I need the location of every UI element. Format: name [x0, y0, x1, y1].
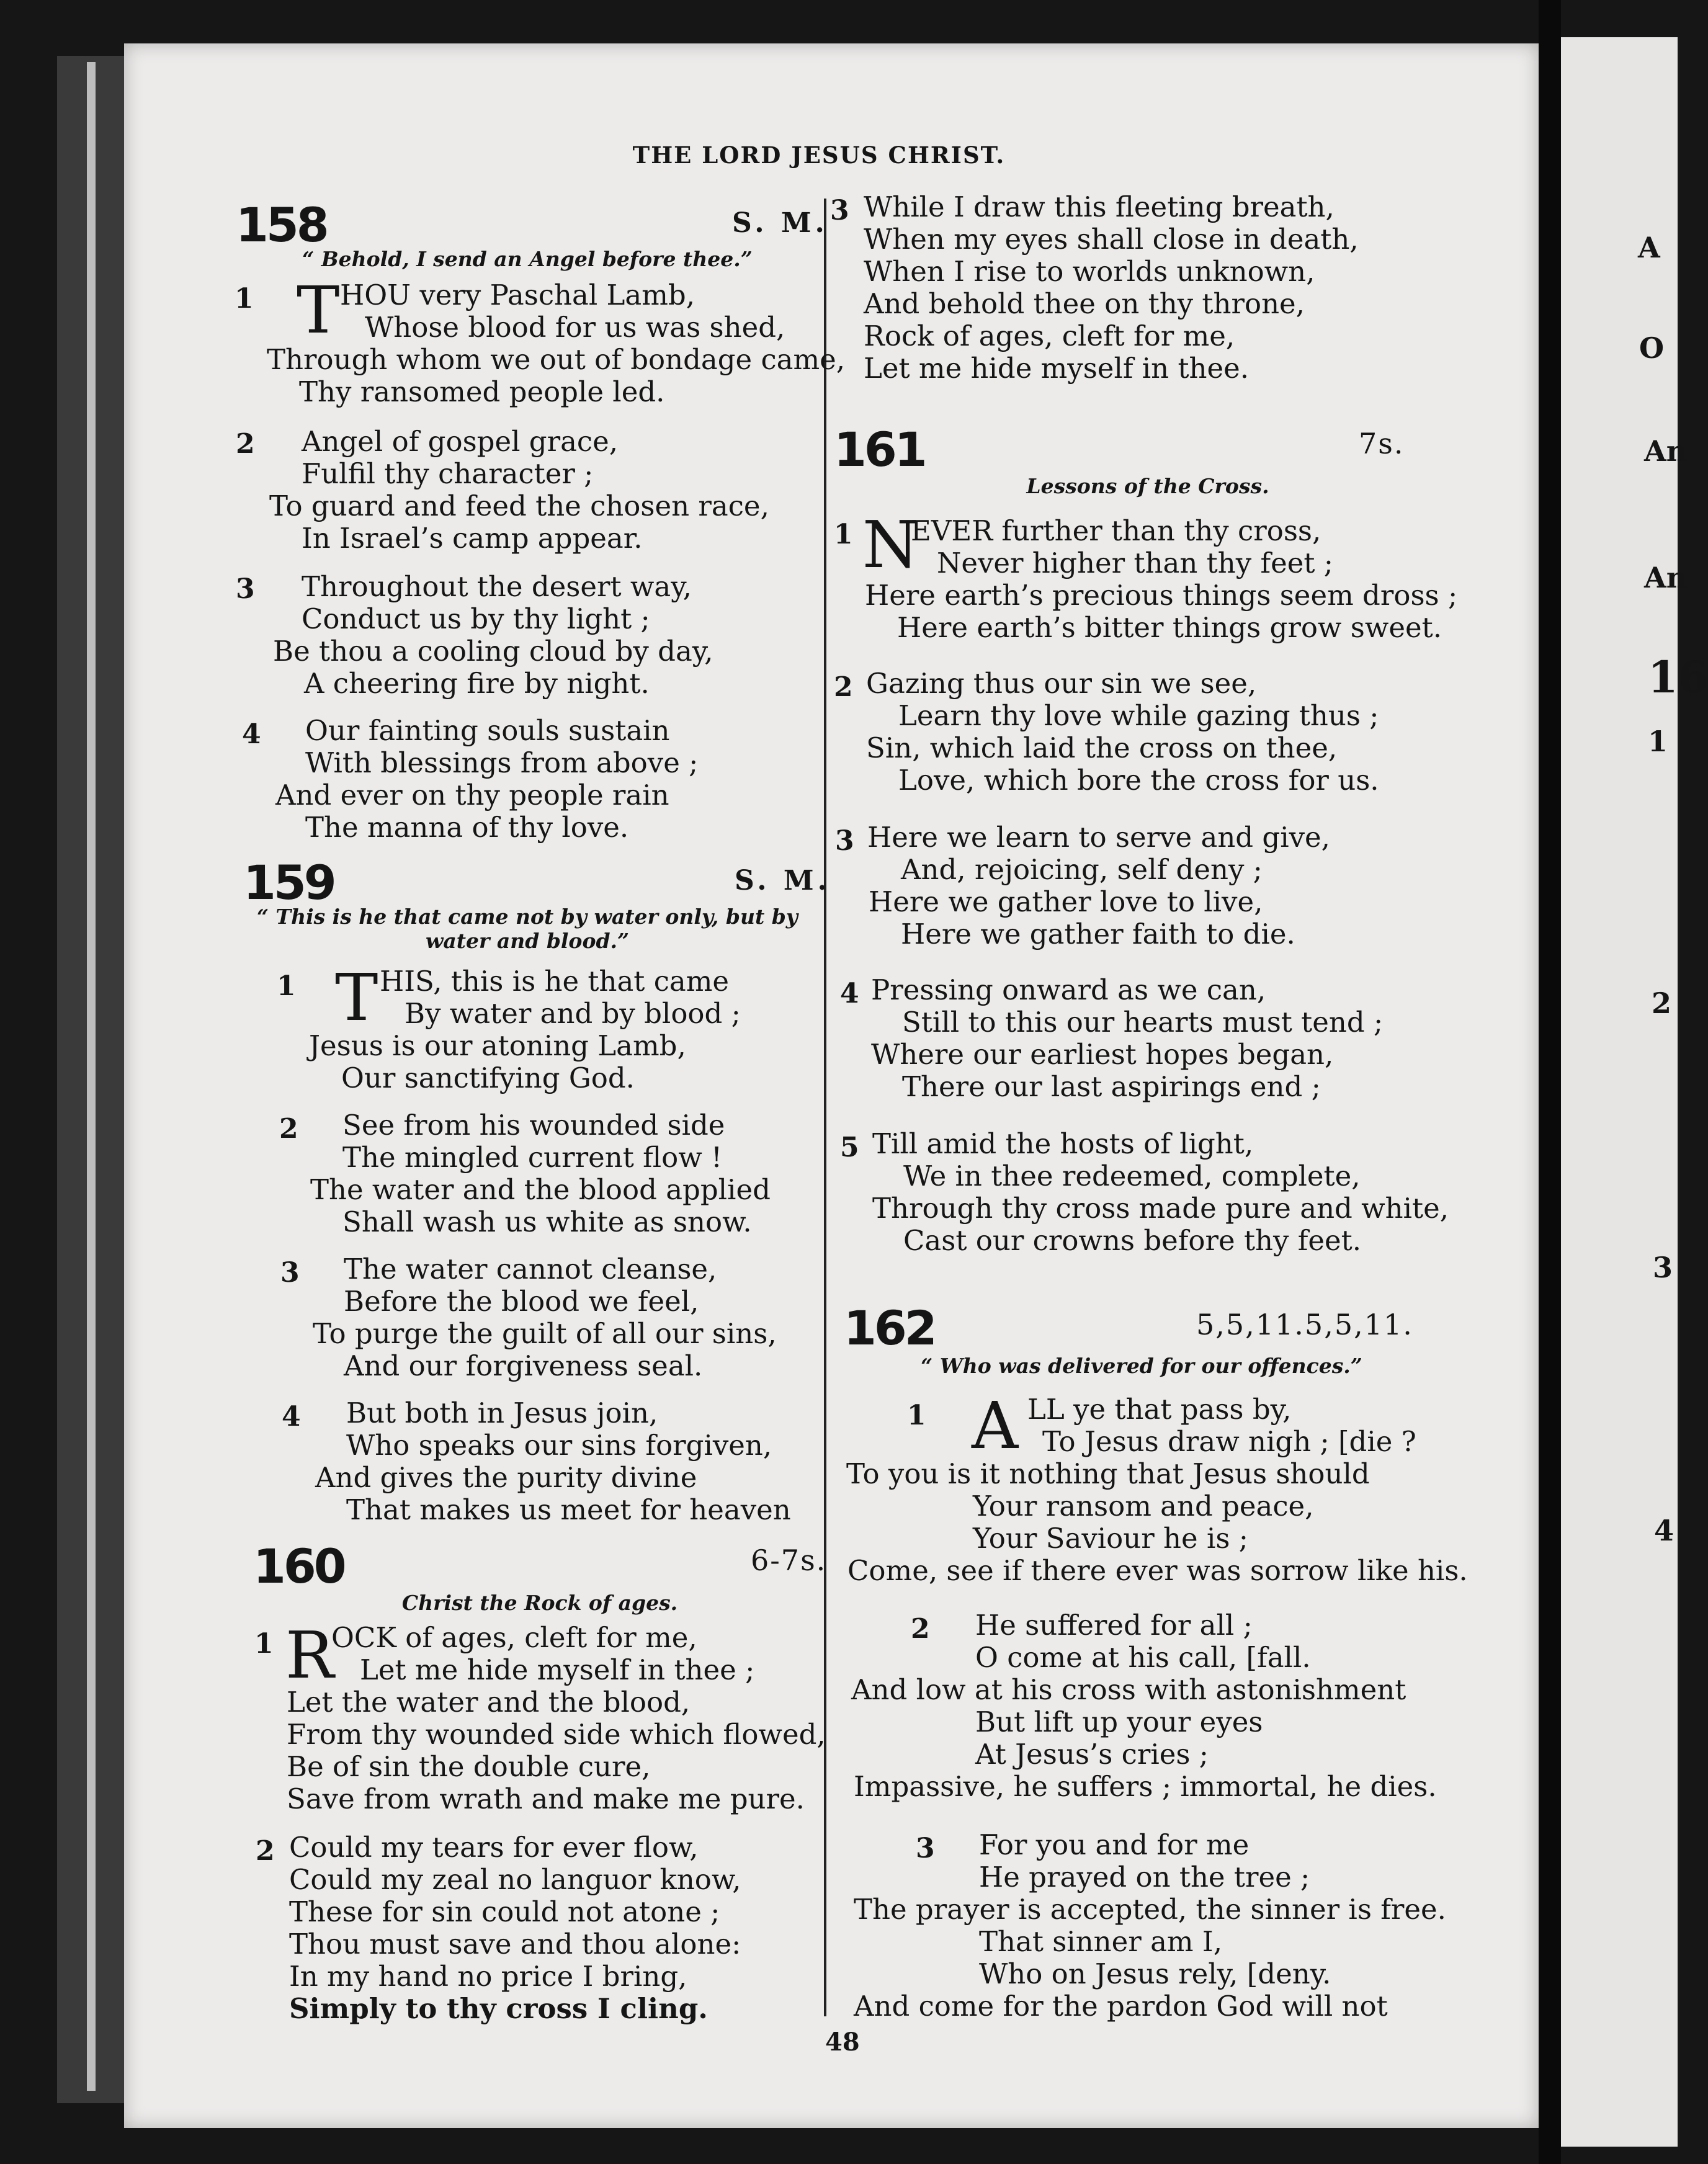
verse-number: 1 [907, 1400, 926, 1431]
verse-line: In my hand no price I bring, [289, 1960, 687, 1993]
verse-line: To you is it nothing that Jesus should [846, 1457, 1370, 1490]
verse-number: 5 [840, 1132, 859, 1163]
facing-page-fragment: 3 [1653, 1251, 1673, 1284]
verse-line: To purge the guilt of all our sins, [313, 1317, 777, 1350]
drop-cap: T [297, 272, 340, 348]
verse-number: 2 [279, 1113, 298, 1145]
verse-line: And gives the purity divine [315, 1461, 697, 1494]
hymn-160-number: 160 [253, 1539, 344, 1594]
verse-line: The mingled current flow ! [342, 1141, 723, 1174]
verse-line: The manna of thy love. [305, 811, 629, 844]
hymn-159-epigraph: “ This is he that came not by water only, but by water and blood.” [257, 905, 798, 953]
verse-line: A cheering fire by night. [304, 667, 650, 700]
verse-line: For you and for me [979, 1828, 1250, 1861]
verse-line: Come, see if there ever was sorrow like his. [847, 1554, 1468, 1587]
verse-line: O come at his call, [fall. [975, 1641, 1311, 1674]
verse-line: While I draw this fleeting breath, [864, 190, 1335, 223]
verse-line: But both in Jesus join, [346, 1397, 658, 1429]
verse-line: Angel of gospel grace, [302, 425, 619, 458]
verse-line: See from his wounded side [342, 1109, 725, 1142]
drop-cap: N [862, 507, 919, 583]
verse-line: Shall wash us white as snow. [342, 1205, 752, 1238]
verse-number: 3 [916, 1833, 935, 1864]
verse-number: 2 [911, 1613, 930, 1645]
verse-line: From thy wounded side which flowed, [287, 1718, 826, 1751]
verse-line: Here we gather love to live, [869, 885, 1263, 918]
drop-cap: T [335, 960, 378, 1035]
facing-page-fragment: A [1638, 231, 1660, 264]
verse-line: Your ransom and peace, [973, 1490, 1314, 1522]
verse-number: 1 [277, 970, 296, 1002]
verse-line: He suffered for all ; [975, 1609, 1253, 1642]
verse-line: Never higher than thy feet ; [937, 547, 1333, 579]
verse-line: And ever on thy people rain [275, 779, 669, 812]
verse-line: Through thy cross made pure and white, [872, 1192, 1449, 1225]
verse-line: Here we gather faith to die. [901, 918, 1295, 950]
verse-number: 2 [834, 671, 853, 703]
verse-line: And behold thee on thy throne, [864, 287, 1305, 320]
verse-line: At Jesus’s cries ; [975, 1738, 1209, 1771]
verse-line: And low at his cross with astonishment [851, 1673, 1406, 1706]
verse-line: The water and the blood applied [310, 1173, 771, 1206]
verse-line: Cast our crowns before thy feet. [903, 1224, 1362, 1257]
verse-line: Thy ransomed people led. [299, 375, 665, 408]
verse-number: 4 [282, 1401, 301, 1433]
verse-line: Before the blood we feel, [344, 1285, 699, 1318]
verse-line: And our forgiveness seal. [344, 1349, 703, 1382]
book-gutter [1539, 0, 1561, 2164]
verse-number: 2 [236, 428, 255, 460]
facing-page-fragment: An [1644, 434, 1688, 468]
verse-line: And come for the pardon God will not [854, 1990, 1388, 2023]
verse-line: Our fainting souls sustain [305, 714, 670, 747]
verse-line: Who speaks our sins forgiven, [346, 1429, 772, 1462]
verse-line: That makes us meet for heaven [346, 1493, 791, 1526]
verse-line: Here earth’s bitter things grow sweet. [897, 611, 1442, 644]
facing-page-fragment: An [1644, 561, 1688, 594]
page-stack-edge [87, 62, 96, 2091]
verse-line: We in thee redeemed, complete, [903, 1160, 1361, 1192]
hymn-159-meter: S. M. [735, 865, 831, 896]
verse-line: Be thou a cooling cloud by day, [273, 635, 713, 668]
verse-number: 3 [835, 825, 854, 857]
verse-line: Let the water and the blood, [287, 1686, 691, 1719]
verse-number: 1 [834, 519, 853, 550]
verse-number: 3 [280, 1257, 300, 1289]
verse-line: EVER further than thy cross, [911, 514, 1321, 547]
verse-line: Rock of ages, cleft for me, [864, 320, 1235, 352]
verse-line: Throughout the desert way, [302, 570, 692, 603]
verse-line: HOU very Paschal Lamb, [340, 279, 695, 311]
verse-line: Who on Jesus rely, [deny. [979, 1957, 1331, 1990]
verse-line: Where our earliest hopes began, [871, 1038, 1334, 1071]
hymn-162-epigraph: “ Who was delivered for our offences.” [921, 1354, 1362, 1378]
verse-number: 1 [254, 1628, 274, 1660]
hymn-159-number: 159 [243, 855, 334, 910]
verse-number: 2 [256, 1835, 275, 1867]
verse-number: 4 [242, 718, 261, 750]
verse-line: Impassive, he suffers ; immortal, he dies. [854, 1770, 1437, 1803]
verse-line: Till amid the hosts of light, [872, 1127, 1254, 1160]
verse-line: To Jesus draw nigh ; [die ? [1042, 1425, 1416, 1458]
hymn-162-meter: 5,5,11.5,5,11. [1196, 1308, 1413, 1341]
verse-line: Be of sin the double cure, [287, 1750, 651, 1783]
hymn-160-epigraph: Christ the Rock of ages. [401, 1591, 678, 1615]
drop-cap: R [285, 1617, 334, 1693]
verse-line: Simply to thy cross I cling. [289, 1992, 708, 2025]
verse-line: Your Saviour he is ; [973, 1522, 1248, 1555]
facing-page-fragment: 1 [1648, 725, 1668, 758]
verse-line: Sin, which laid the cross on thee, [866, 731, 1338, 764]
verse-line: Still to this our hearts must tend ; [902, 1006, 1384, 1039]
verse-line: Could my zeal no languor know, [289, 1863, 741, 1896]
verse-line: OCK of ages, cleft for me, [331, 1621, 697, 1654]
hymn-160-meter: 6-7s. [751, 1544, 827, 1577]
hymn-161-meter: 7s. [1359, 427, 1405, 460]
verse-line: Fulfil thy character ; [302, 457, 594, 490]
verse-line: Here earth’s precious things seem dross ; [865, 579, 1458, 612]
hymn-162-number: 162 [844, 1300, 935, 1356]
facing-page-fragment: O [1639, 331, 1665, 365]
verse-line: To guard and feed the chosen race, [269, 490, 769, 522]
verse-line: Whose blood for us was shed, [365, 311, 785, 344]
verse-line: Through whom we out of bondage came, [267, 343, 846, 376]
verse-line: And, rejoicing, self deny ; [901, 853, 1263, 886]
hymn-161-epigraph: Lessons of the Cross. [1026, 474, 1269, 498]
verse-line: In Israel’s camp appear. [302, 522, 643, 555]
verse-line: Thou must save and thou alone: [289, 1928, 741, 1961]
verse-line: Gazing thus our sin we see, [866, 667, 1257, 700]
verse-number: 1 [235, 283, 254, 315]
facing-page-fragment: 2 [1652, 986, 1672, 1020]
verse-line: Our sanctifying God. [341, 1062, 635, 1094]
verse-line: Save from wrath and make me pure. [287, 1782, 805, 1815]
facing-page-fragment: 16 [1648, 651, 1708, 703]
running-head: THE LORD JESUS CHRIST. [632, 141, 1006, 169]
hymn-158-epigraph: “ Behold, I send an Angel before thee.” [302, 247, 753, 271]
hymn-161-number: 161 [834, 422, 925, 477]
verse-line: But lift up your eyes [975, 1706, 1263, 1738]
verse-line: That sinner am I, [979, 1925, 1222, 1958]
verse-line: Conduct us by thy light ; [302, 602, 650, 635]
verse-line: Here we learn to serve and give, [867, 821, 1330, 854]
verse-line: He prayed on the tree ; [979, 1861, 1310, 1894]
drop-cap: A [972, 1388, 1019, 1464]
verse-line: The water cannot cleanse, [344, 1253, 717, 1285]
page-number: 48 [825, 2028, 860, 2057]
hymn-158-number: 158 [236, 197, 327, 253]
verse-line: HIS, this is he that came [380, 965, 730, 998]
verse-line: LL ye that pass by, [1027, 1393, 1292, 1426]
verse-line: These for sin could not atone ; [289, 1895, 720, 1928]
facing-page-fragment: 4 [1654, 1514, 1674, 1547]
verse-line: Jesus is our atoning Lamb, [309, 1029, 686, 1062]
verse-number: 3 [236, 573, 255, 605]
verse-number: 3 [830, 195, 849, 226]
hymn-158-meter: S. M. [732, 207, 828, 239]
verse-line: Love, which bore the cross for us. [898, 764, 1379, 797]
verse-line: Pressing onward as we can, [871, 973, 1266, 1006]
verse-line: Let me hide myself in thee ; [360, 1653, 755, 1686]
verse-line: By water and by blood ; [405, 997, 741, 1030]
verse-line: There our last aspirings end ; [902, 1070, 1321, 1103]
verse-number: 4 [840, 978, 859, 1009]
verse-line: With blessings from above ; [305, 746, 699, 779]
verse-line: Let me hide myself in thee. [864, 352, 1250, 385]
verse-line: Learn thy love while gazing thus ; [898, 699, 1379, 732]
verse-line: The prayer is accepted, the sinner is free. [854, 1893, 1446, 1926]
verse-line: Could my tears for ever flow, [289, 1831, 699, 1864]
verse-line: When my eyes shall close in death, [864, 223, 1359, 256]
verse-line: When I rise to worlds unknown, [864, 255, 1315, 288]
